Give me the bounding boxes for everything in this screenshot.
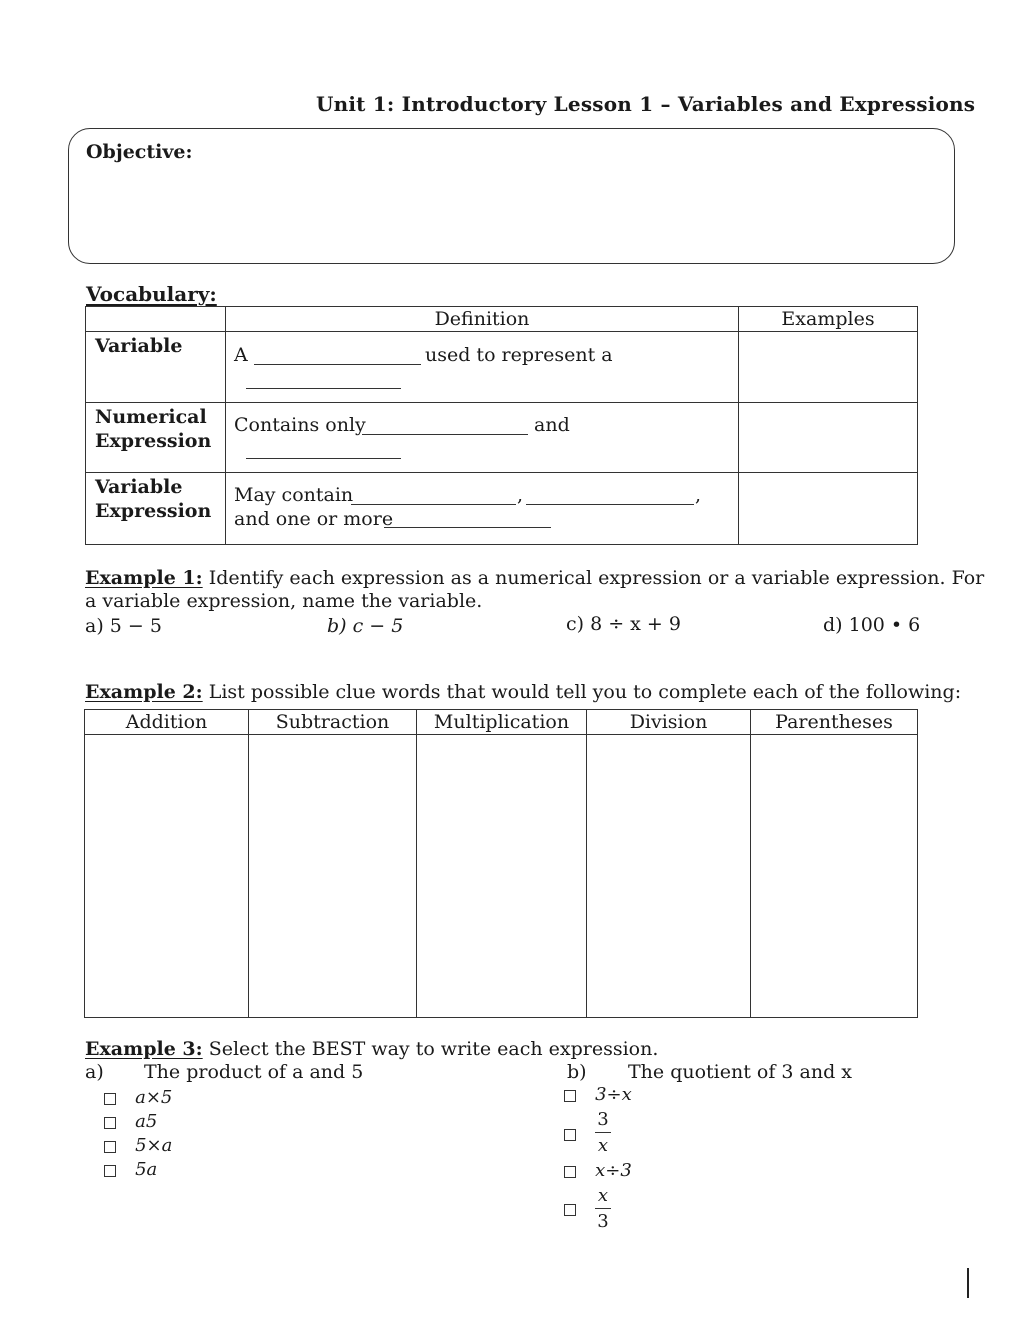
- part-a-label: a): [85, 1061, 104, 1083]
- checkbox[interactable]: [564, 1129, 576, 1141]
- objective-box[interactable]: [68, 128, 955, 264]
- checkbox[interactable]: [564, 1090, 576, 1102]
- vocab-term-numerical-expression: Numerical Expression: [95, 406, 212, 452]
- option-b2[interactable]: [564, 1124, 576, 1143]
- vocab-def-variable-expression: [226, 473, 739, 545]
- vocab-col-examples: Examples: [739, 307, 918, 332]
- option-b4[interactable]: [564, 1199, 576, 1218]
- def-text-a: A: [234, 344, 248, 366]
- checkbox[interactable]: [104, 1165, 116, 1177]
- option-label: 3÷x: [595, 1084, 632, 1105]
- comma: ,: [695, 484, 702, 506]
- example1-item-b: b) c − 5: [327, 615, 404, 637]
- vocab-def-variable: [226, 332, 739, 403]
- fraction-denominator: 3: [597, 1211, 609, 1232]
- page-edge-mark: [967, 1268, 969, 1298]
- example1-item-c: c) 8 ÷ x + 9: [566, 613, 681, 635]
- vocab-col-definition: Definition: [226, 307, 739, 332]
- fraction-numerator: x: [597, 1185, 609, 1206]
- clue-cell-multiplication[interactable]: [417, 735, 587, 1018]
- vocab-examples-variable-expression[interactable]: [739, 473, 918, 545]
- comma: ,: [517, 484, 524, 506]
- option-a4[interactable]: [104, 1159, 157, 1180]
- def-text-b: and: [534, 414, 570, 436]
- table-row: [86, 473, 918, 545]
- part-b-prompt: The quotient of 3 and x: [628, 1061, 853, 1083]
- clue-col-subtraction: Subtraction: [249, 710, 417, 735]
- clue-col-addition: Addition: [85, 710, 249, 735]
- checkbox[interactable]: [564, 1166, 576, 1178]
- example2-text: List possible clue words that would tell you to complete each of the following:: [208, 681, 962, 703]
- option-label: a×5: [135, 1087, 173, 1108]
- checkbox[interactable]: [104, 1093, 116, 1105]
- vocabulary-table: [85, 306, 918, 545]
- answer-blank[interactable]: [362, 416, 528, 435]
- answer-blank[interactable]: [246, 370, 401, 389]
- example3-heading: Example 3:: [85, 1038, 203, 1060]
- def-text-b: and one or more: [234, 508, 394, 530]
- vocab-col-term: [86, 307, 226, 332]
- table-row: [86, 403, 918, 473]
- checkbox[interactable]: [564, 1204, 576, 1216]
- option-a3[interactable]: [104, 1135, 172, 1156]
- checkbox[interactable]: [104, 1141, 116, 1153]
- vocab-term-variable-expression: Variable Expression: [95, 476, 212, 522]
- fraction-3-over-x: [594, 1109, 612, 1156]
- option-label: 5×a: [135, 1135, 173, 1156]
- answer-blank[interactable]: [351, 486, 516, 505]
- example1-item-d: d) 100 • 6: [823, 614, 921, 636]
- clue-col-parentheses: Parentheses: [751, 710, 918, 735]
- example1-heading: Example 1:: [85, 567, 203, 589]
- option-label: 5a: [135, 1159, 158, 1180]
- answer-blank[interactable]: [254, 346, 421, 365]
- vocabulary-heading: Vocabulary:: [86, 282, 217, 306]
- vocab-examples-numerical-expression[interactable]: [739, 403, 918, 473]
- vocab-examples-variable[interactable]: [739, 332, 918, 403]
- def-text-b: used to represent a: [425, 344, 613, 366]
- clue-col-multiplication: Multiplication: [417, 710, 587, 735]
- page-title: Unit 1: Introductory Lesson 1 – Variables and Expressions: [316, 92, 976, 116]
- clue-cell-parentheses[interactable]: [751, 735, 918, 1018]
- part-a-prompt: The product of a and 5: [144, 1061, 364, 1083]
- vocab-term-variable: Variable: [95, 335, 183, 357]
- clue-words-table: [84, 709, 918, 1018]
- example1-text1: Identify each expression as a numerical expression or a variable expression. For: [208, 567, 985, 589]
- example2-heading: Example 2:: [85, 681, 203, 703]
- example3-line: [85, 1038, 658, 1060]
- option-a2[interactable]: [104, 1111, 157, 1132]
- example1-text2: a variable expression, name the variable.: [85, 590, 483, 612]
- clue-cell-division[interactable]: [587, 735, 751, 1018]
- part-b-label: b): [567, 1061, 587, 1083]
- table-row: [86, 332, 918, 403]
- answer-blank[interactable]: [246, 440, 401, 459]
- option-label: a5: [135, 1111, 158, 1132]
- example3-text: Select the BEST way to write each expression.: [208, 1038, 659, 1060]
- fraction-numerator: 3: [597, 1109, 609, 1130]
- fraction-denominator: x: [597, 1135, 609, 1156]
- clue-col-division: Division: [587, 710, 751, 735]
- example1-item-a: a) 5 − 5: [85, 615, 162, 637]
- option-b3[interactable]: [564, 1160, 632, 1181]
- fraction-bar: [595, 1208, 611, 1209]
- clue-cell-subtraction[interactable]: [249, 735, 417, 1018]
- option-a1[interactable]: [104, 1087, 172, 1108]
- answer-blank[interactable]: [526, 486, 694, 505]
- vocab-def-numerical-expression: [226, 403, 739, 473]
- fraction-x-over-3: [594, 1185, 612, 1232]
- def-text-a: Contains only: [234, 414, 366, 436]
- def-text-a: May contain: [234, 484, 354, 506]
- checkbox[interactable]: [104, 1117, 116, 1129]
- option-label: x÷3: [595, 1160, 632, 1181]
- fraction-bar: [595, 1132, 611, 1133]
- example2-line: [85, 681, 961, 703]
- clue-cell-addition[interactable]: [85, 735, 249, 1018]
- option-b1[interactable]: [564, 1084, 632, 1105]
- example1-line1: [85, 567, 984, 589]
- objective-label: Objective:: [86, 141, 193, 163]
- answer-blank[interactable]: [384, 509, 551, 528]
